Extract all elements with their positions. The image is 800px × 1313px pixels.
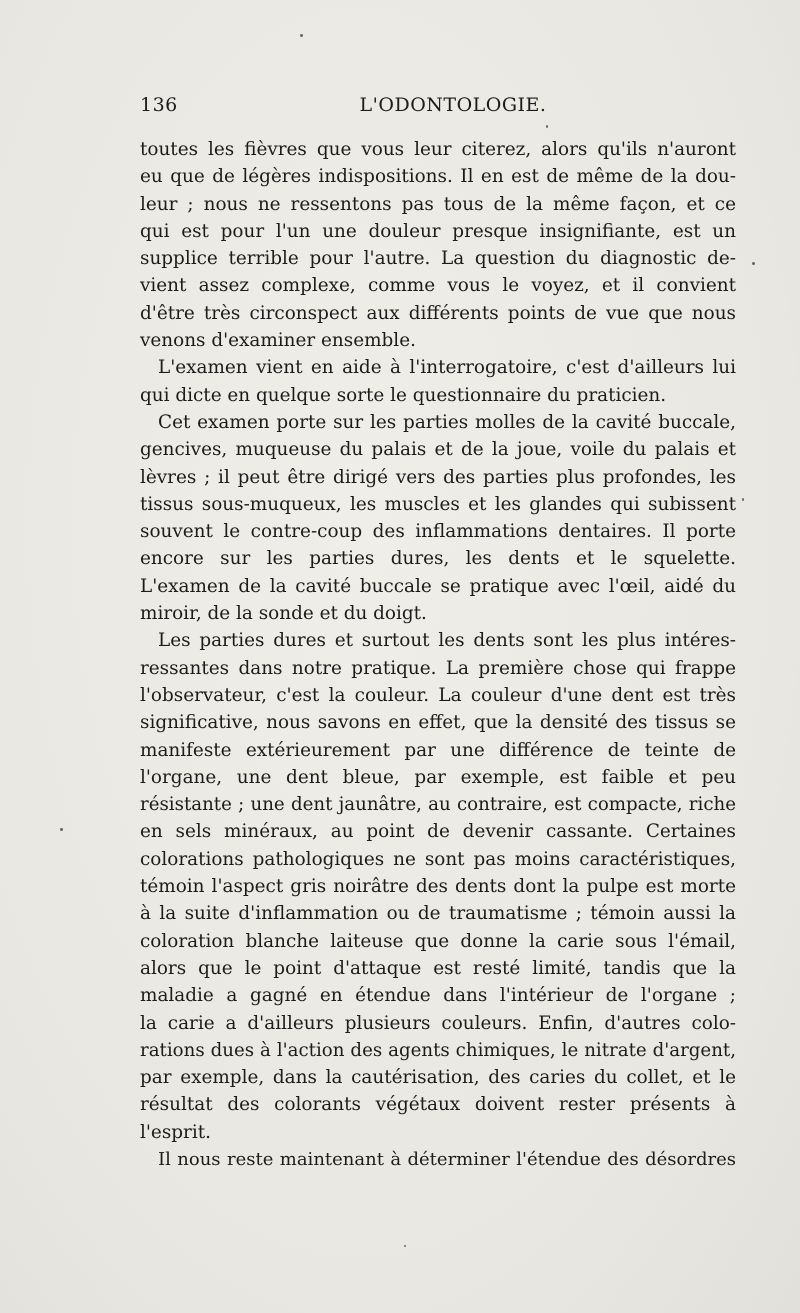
text-line: L'examen vient en aide à l'interrogatoire, c'est d'ailleurs lui: [158, 357, 736, 379]
text-line: supplice terrible pour l'autre. La question du diagnostic de-: [140, 248, 736, 270]
text-line: leur ; nous ne ressentons pas tous de la même façon, et ce: [140, 193, 736, 215]
text-line: coloration blanche laiteuse que donne la carie sous l'émail,: [140, 930, 736, 952]
scan-speck: [752, 262, 755, 265]
text-line: colorations pathologiques ne sont pas moins caractéristiques,: [140, 848, 736, 870]
text-line: en sels minéraux, au point de devenir cassante. Certaines: [140, 821, 736, 843]
text-line: Il nous reste maintenant à déterminer l'étendue des désordres: [158, 1148, 736, 1170]
text-line: d'être très circonspect aux différents points de vue que nous: [140, 302, 736, 324]
scan-speck: [404, 1245, 406, 1247]
text-line: lèvres ; il peut être dirigé vers des parties plus profondes, les: [140, 466, 736, 488]
text-line: par exemple, dans la cautérisation, des caries du collet, et le: [140, 1067, 736, 1089]
text-line: qui dicte en quelque sorte le questionnaire du praticien.: [140, 384, 667, 406]
body-text: [140, 136, 736, 1173]
text-line: témoin l'aspect gris noirâtre des dents dont la pulpe est morte: [140, 876, 736, 898]
text-line: qui est pour l'un une douleur presque insignifiante, est un: [140, 220, 736, 242]
text-line: toutes les fièvres que vous leur citerez, alors qu'ils n'auront: [140, 139, 736, 160]
page-number: 136: [140, 94, 178, 116]
text-line: encore sur les parties dures, les dents et le squelette.: [140, 548, 736, 570]
text-line: souvent le contre-coup des inflammations dentaires. Il porte: [140, 521, 736, 543]
text-line: l'organe, une dent bleue, par exemple, est faible et peu: [140, 766, 736, 788]
text-line: vient assez complexe, comme vous le voyez, et il convient: [140, 275, 736, 297]
text-line: venons d'examiner ensemble.: [140, 330, 416, 352]
scan-speck: [546, 125, 548, 128]
text-line: à la suite d'inflammation ou de traumatisme ; témoin aussi la: [140, 903, 736, 925]
scan-speck: [300, 34, 303, 37]
text-line: Cet examen porte sur les parties molles de la cavité buccale,: [158, 411, 736, 433]
text-line: rations dues à l'action des agents chimiques, le nitrate d'argent,: [140, 1039, 736, 1061]
text-line: ressantes dans notre pratique. La première chose qui frappe: [140, 657, 736, 679]
scan-speck: [742, 498, 744, 501]
text-line: manifeste extérieurement par une différence de teinte de: [140, 739, 736, 761]
text-line: l'esprit.: [140, 1121, 211, 1143]
running-head: [140, 94, 736, 120]
text-line: la carie a d'ailleurs plusieurs couleurs. Enfin, d'autres colo-: [140, 1012, 736, 1034]
text-line: résultat des colorants végétaux doivent rester présents à: [140, 1094, 736, 1116]
text-line: maladie a gagné en étendue dans l'intérieur de l'organe ;: [140, 985, 736, 1007]
text-line: tissus sous-muqueux, les muscles et les glandes qui subissent: [140, 493, 736, 515]
text-line: Les parties dures et surtout les dents sont les plus intéres-: [158, 630, 736, 652]
scan-speck: [60, 828, 63, 831]
text-line: miroir, de la sonde et du doigt.: [140, 603, 427, 625]
text-line: l'observateur, c'est la couleur. La couleur d'une dent est très: [140, 684, 736, 706]
text-line: L'examen de la cavité buccale se pratique avec l'œil, aidé du: [140, 575, 736, 597]
text-line: significative, nous savons en effet, que la densité des tissus se: [140, 712, 736, 734]
text-line: résistante ; une dent jaunâtre, au contraire, est compacte, riche: [140, 794, 736, 816]
text-line: gencives, muqueuse du palais et de la joue, voile du palais et: [140, 439, 736, 461]
journal-title: L'ODONTOLOGIE.: [359, 94, 547, 116]
text-line: alors que le point d'attaque est resté limité, tandis que la: [140, 957, 736, 979]
text-line: eu que de légères indispositions. Il en est de même de la dou-: [140, 166, 736, 188]
